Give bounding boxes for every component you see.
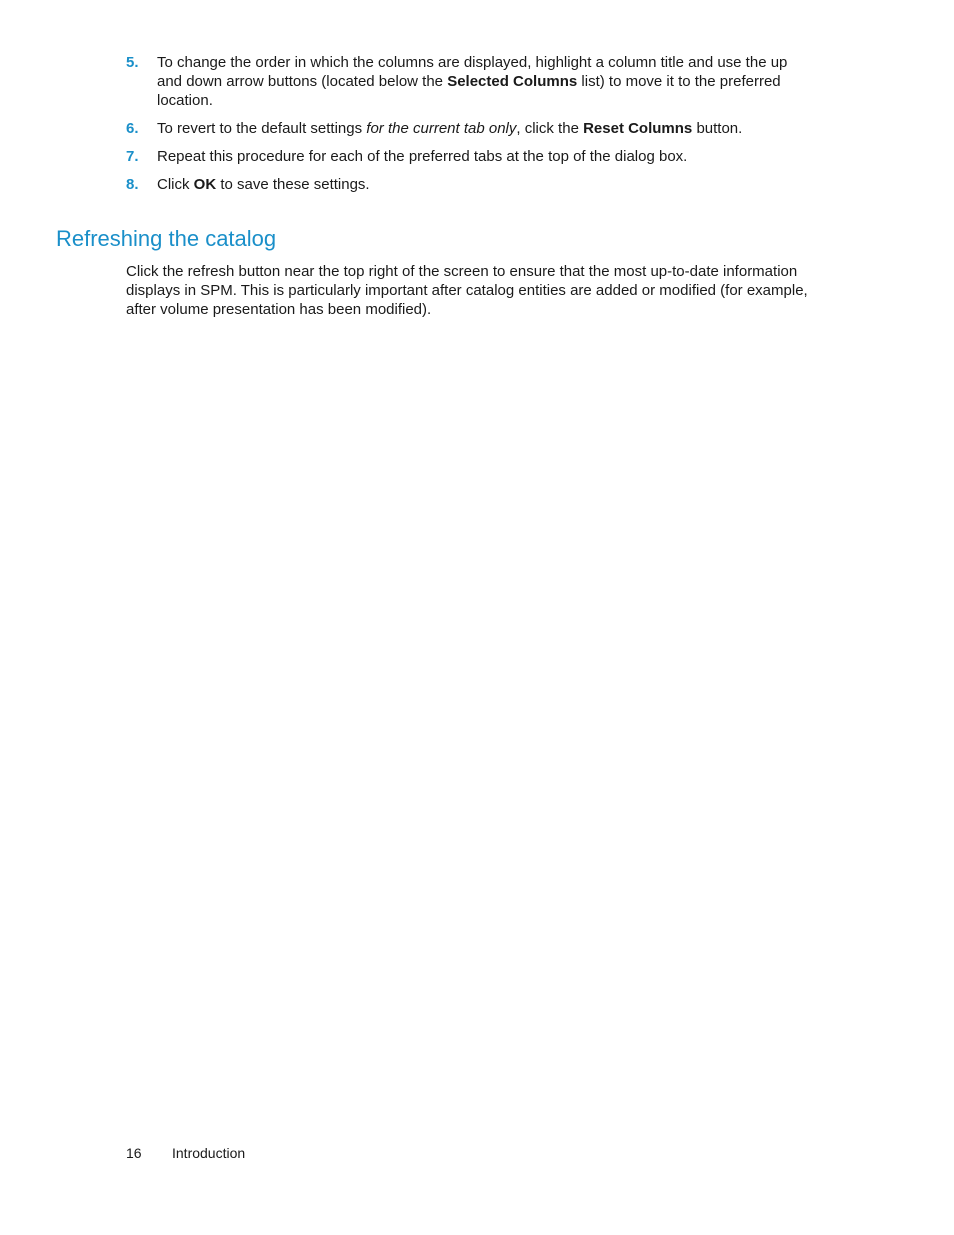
ui-term-ok: OK: [193, 176, 217, 193]
chapter-name: Introduction: [172, 1145, 246, 1161]
ui-term-selected-columns: Selected Columns: [447, 73, 578, 90]
step-text: , click the: [516, 120, 584, 137]
step-text: button.: [692, 120, 743, 137]
page-number: 16: [126, 1145, 142, 1161]
step-6: [126, 119, 816, 138]
step-text: Click: [157, 176, 194, 193]
emphasis-text: for the current tab only: [366, 120, 517, 137]
step-number: 5.: [126, 54, 139, 71]
step-text: list) to move it to the preferred location.: [157, 73, 781, 109]
page-footer: [126, 1144, 245, 1162]
section-body: Click the refresh button near the top right of the screen to ensure that the most up-to-date information displays in SPM. This is particularly important after catalog entities are added or modified (for example, after volume presentation has been modified).: [126, 263, 808, 318]
section-title: Refreshing the catalog: [56, 226, 277, 251]
step-text: Repeat this procedure for each of the preferred tabs at the top of the dialog box.: [157, 148, 688, 165]
step-5: [126, 53, 816, 110]
step-8: [126, 175, 816, 194]
step-number: 6.: [126, 120, 139, 137]
step-text: To change the order in which the columns are displayed, highlight a column title and use the up and down arrow buttons (located below the: [157, 54, 788, 90]
step-7: [126, 147, 816, 166]
step-text: To revert to the default settings: [157, 120, 367, 137]
procedure-steps: [126, 53, 816, 203]
step-number: 8.: [126, 176, 139, 193]
step-number: 7.: [126, 148, 139, 165]
ui-term-reset-columns: Reset Columns: [583, 120, 693, 137]
step-text: to save these settings.: [216, 176, 370, 193]
